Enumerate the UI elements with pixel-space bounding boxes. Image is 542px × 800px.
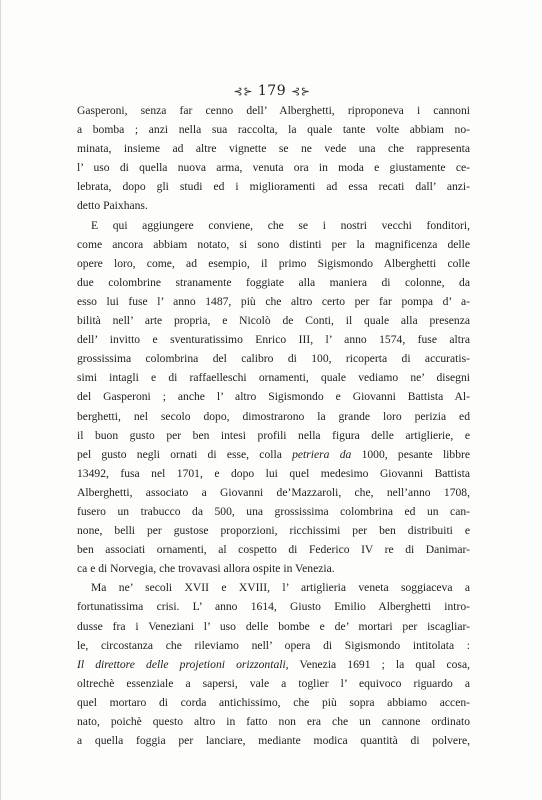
text-line <box>77 311 470 330</box>
ornament-right-icon: ⊰⊱ <box>291 85 311 98</box>
text-line <box>77 617 470 636</box>
text-run: nato, poichè questo altro in fatto non era che un cannone ordinato <box>77 715 470 728</box>
text-run: quel mortaro di corda antichissimo, che più sopra abbiamo accen- <box>77 695 470 709</box>
text-line <box>77 464 470 483</box>
text-line <box>77 407 470 426</box>
text-run: bilità nell’ arte propria, e Nicolò de Conti, il quale alla presenza <box>77 314 470 328</box>
italic-title: petriera da <box>292 447 352 461</box>
text-run: il buon gusto per ben intesi profili nella figura delle artiglierie, e <box>77 428 470 442</box>
text-run: fusero un trabucco da 500, una grossissima colombrina ed un can- <box>77 504 470 518</box>
body-text <box>77 101 470 750</box>
text-line <box>77 292 470 311</box>
text-run: Ma ne’ secoli XVII e XVIII, l’ artiglieria veneta soggiaceva a <box>91 581 470 595</box>
text-run: le, circostanza che rileviamo nell’ opera di Sigismondo intitolata : <box>77 638 470 652</box>
text-line <box>77 712 470 731</box>
text-line <box>77 196 470 215</box>
text-run: E qui aggiungere conviene, che se i nostri vecchi fonditori, <box>91 218 470 232</box>
text-line <box>77 483 470 502</box>
text-run: come ancora abbiam notato, si sono distinti per la magnificenza delle <box>77 237 470 251</box>
text-run: dell’ invitto e sventuratissimo Enrico III, l’ anno 1574, fuse altra <box>77 333 470 347</box>
text-line <box>77 655 470 674</box>
text-run: lebrata, dopo gli studi ed i miglioramenti ad essa recati dall’ anzi- <box>77 180 470 194</box>
text-run: esso lui fuse l’ anno 1487, più che altro certo per far pompa d’ a- <box>77 294 470 308</box>
text-run: grossissima colombrina del calibro di 100, ricoperta di accuratis- <box>77 352 470 366</box>
text-line <box>77 387 470 406</box>
text-run: minata, insieme ad altre vignette se ne vede una che rappresenta <box>77 142 470 156</box>
text-run: Gasperoni, senza far cenno dell’ Alberghetti, riproponeva i cannoni <box>77 104 470 117</box>
text-line <box>77 349 470 368</box>
text-run: oltrechè essenziale a sapersi, vale a toglier l’ equivoco riguardo a <box>77 676 470 690</box>
text-line <box>77 273 470 292</box>
text-run: fortunatissima crisi. L’ anno 1614, Giusto Emilio Alberghetti intro- <box>77 600 470 614</box>
text-run: berghetti, nel secolo dopo, dimostrarono la grande loro perizia ed <box>77 409 470 423</box>
text-line <box>77 158 470 177</box>
text-line <box>77 235 470 254</box>
text-line <box>77 693 470 712</box>
text-run: due colombrine stranamente foggiate alla maniera di colonne, da <box>77 275 470 289</box>
page-header <box>1 83 542 99</box>
text-line <box>77 445 470 464</box>
text-run: simi intagli e di raffaelleschi ornamenti, quale vediamo ne’ disegni <box>77 371 470 385</box>
text-run: Alberghetti, associato a Giovanni de’Mazzaroli, che, nell’anno 1708, <box>77 485 470 499</box>
text-run: opere loro, come, ad esempio, il primo Sigismondo Alberghetti colle <box>77 256 470 270</box>
text-run: dusse fra i Veneziani l’ uso delle bombe e de’ mortari per iscagliar- <box>77 619 470 633</box>
text-line <box>77 540 470 559</box>
text-run: Venezia 1691 ; la qual cosa, <box>288 657 470 671</box>
text-run: a bomba ; anzi nella sua raccolta, la quale tante volte abbiam no- <box>77 123 470 137</box>
ornament-left-icon: ⊰⊱ <box>233 85 253 98</box>
text-line <box>77 578 470 597</box>
text-line <box>77 559 470 578</box>
text-line <box>77 426 470 445</box>
italic-title: Il direttore delle projetioni orizzontali, <box>77 657 289 671</box>
text-line <box>77 177 470 196</box>
text-run: detto Paixhans. <box>77 199 148 213</box>
text-line <box>77 597 470 616</box>
text-run: ca e di Norvegia, che trovavasi allora ospite in Venezia. <box>77 562 335 576</box>
text-run: none, belli per gustose proporzioni, ricchissimi per ben distribuiti e <box>77 524 470 538</box>
text-line <box>77 330 470 349</box>
page-number: 179 <box>257 83 287 99</box>
text-line <box>77 139 470 158</box>
text-line <box>77 101 470 120</box>
text-line <box>77 502 470 521</box>
text-line <box>77 254 470 273</box>
text-line <box>77 636 470 655</box>
text-run: a quella foggia per lanciare, mediante modica quantità di polvere, <box>77 734 470 748</box>
text-run: l’ uso di quella nuova arma, venuta ora in moda e giustamente ce- <box>77 161 470 175</box>
text-line <box>77 521 470 540</box>
text-run: 1000, pesante libbre <box>351 447 470 461</box>
text-line <box>77 731 470 750</box>
text-line <box>77 368 470 387</box>
text-line <box>77 674 470 693</box>
text-run: 13492, fusa nel 1701, e dopo lui quel medesimo Giovanni Battista <box>77 466 470 480</box>
text-run: pel gusto negli ornati di esse, colla <box>77 447 293 461</box>
text-line <box>77 120 470 139</box>
text-run: ben associati ornamenti, al cospetto di Federico IV re di Danimar- <box>77 543 470 557</box>
text-run: del Gasperoni ; anche l’ altro Sigismondo e Giovanni Battista Al- <box>77 390 470 404</box>
text-line <box>77 216 470 235</box>
